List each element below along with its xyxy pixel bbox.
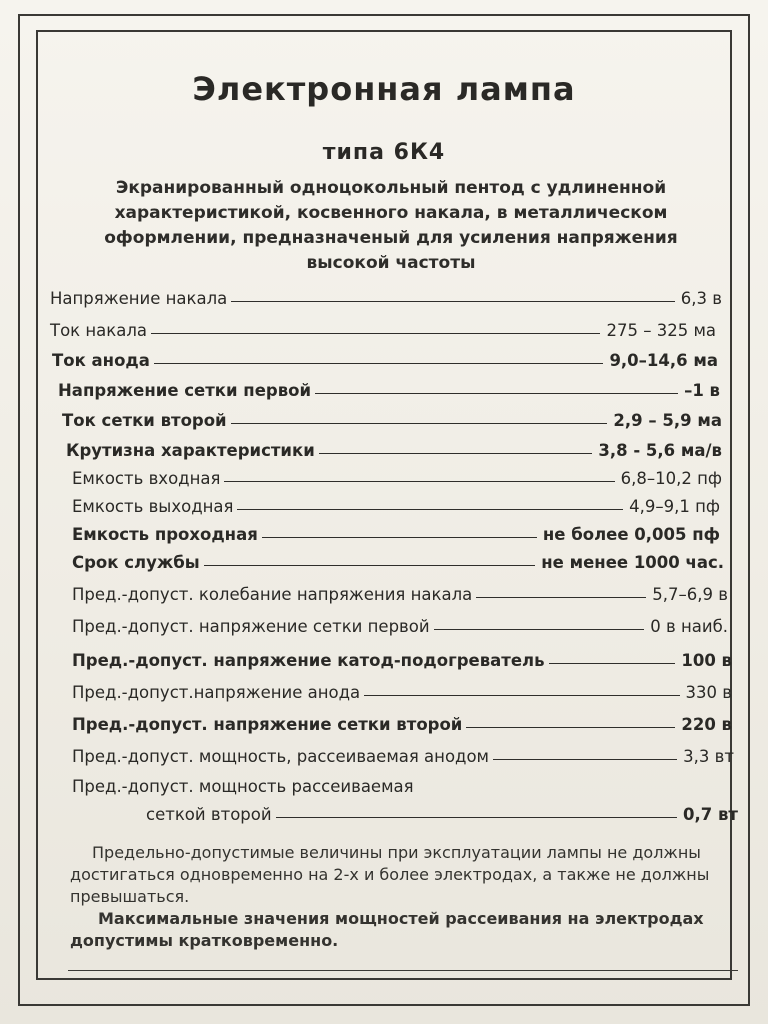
leader-line: [224, 481, 614, 482]
param-label: Напряжение сетки первой: [58, 381, 312, 400]
document-title: Электронная лампа: [192, 70, 576, 108]
param-value: 9,0–14,6 ма: [609, 351, 718, 370]
leader-line: [151, 333, 600, 334]
param-value: –1 в: [684, 381, 720, 400]
param-row: [72, 462, 722, 488]
param-row: [72, 708, 732, 734]
param-label: Ток анода: [52, 351, 150, 370]
param-value: 3,3 вт: [683, 747, 734, 766]
param-label: Пред.-допуст. напряжение сетки первой: [72, 617, 430, 636]
note-paragraph: Предельно-допустимые величины при эксплуатации лампы не должны достигаться одновременно на 2-х и более электродах, а также не должны превышаться.: [70, 843, 710, 906]
leader-line: [476, 597, 646, 598]
param-row: [146, 798, 738, 824]
param-value: 220 в: [681, 715, 732, 734]
param-label: Пред.-допуст. мощность рассеиваемая: [72, 777, 414, 796]
leader-line: [237, 509, 623, 510]
param-label: Емкость входная: [72, 469, 221, 488]
leader-line: [231, 423, 608, 424]
leader-line: [434, 629, 645, 630]
param-label-continued: сеткой второй: [146, 805, 272, 824]
param-label: Пред.-допуст. напряжение сетки второй: [72, 715, 463, 734]
param-label: Емкость проходная: [72, 525, 258, 544]
leader-line: [276, 817, 677, 818]
param-value: 275 – 325 ма: [606, 321, 716, 340]
param-value: 3,8 - 5,6 ма/в: [598, 441, 722, 460]
leader-line: [466, 727, 675, 728]
param-value: 0 в наиб.: [650, 617, 728, 636]
param-label: Пред.-допуст. напряжение катод-подогреватель: [72, 651, 545, 670]
leader-line: [315, 393, 678, 394]
param-row: [72, 740, 734, 766]
param-value: 6,3 в: [680, 289, 722, 308]
note-paragraph: Максимальные значения мощностей рассеивания на электродах допустимы кратковременно.: [70, 909, 704, 950]
param-value: 4,9–9,1 пф: [629, 497, 720, 516]
param-row: [72, 610, 728, 636]
param-row: [72, 490, 720, 516]
param-label: Емкость выходная: [72, 497, 234, 516]
param-row: [62, 404, 722, 430]
leader-line: [231, 301, 675, 302]
param-row: [50, 282, 722, 308]
param-label: Ток сетки второй: [62, 411, 227, 430]
bottom-rule: [68, 970, 738, 971]
param-row: [50, 314, 716, 340]
leader-line: [364, 695, 679, 696]
param-value: 330 в: [685, 683, 732, 702]
param-row: [58, 374, 720, 400]
param-row: [66, 434, 722, 460]
document-subtitle: типа 6К4: [322, 140, 446, 165]
param-label: Пред.-допуст.напряжение анода: [72, 683, 361, 702]
param-label: Напряжение накала: [50, 289, 228, 308]
param-row-label: [72, 770, 734, 796]
param-value: 100 в: [681, 651, 732, 670]
param-value: 6,8–10,2 пф: [620, 469, 722, 488]
notes-block: [70, 842, 742, 952]
leader-line: [204, 565, 536, 566]
leader-line: [549, 663, 676, 664]
param-label: Пред.-допуст. мощность, рассеиваемая анодом: [72, 747, 489, 766]
document-description: Экранированный одноцокольный пентод с удлиненной характеристикой, косвенного накала, в металлическом оформлении, предназначеный для усиления напряжения высокой частоты: [104, 178, 678, 273]
param-value: не более 0,005 пф: [542, 525, 720, 544]
param-label: Срок службы: [72, 553, 200, 572]
param-label: Крутизна характеристики: [66, 441, 315, 460]
param-value: 0,7 вт: [683, 805, 738, 824]
leader-line: [319, 453, 593, 454]
leader-line: [154, 363, 604, 364]
param-row: [72, 578, 728, 604]
param-value: не менее 1000 час.: [541, 553, 724, 572]
param-row: [72, 546, 724, 572]
param-row: [72, 676, 732, 702]
leader-line: [262, 537, 537, 538]
param-value: 2,9 – 5,9 ма: [613, 411, 722, 430]
param-row: [52, 344, 718, 370]
param-value: 5,7–6,9 в: [652, 585, 728, 604]
leader-line: [493, 759, 677, 760]
param-row: [72, 518, 720, 544]
param-label: Ток накала: [50, 321, 148, 340]
param-label: Пред.-допуст. колебание напряжения накала: [72, 585, 473, 604]
param-row: [72, 644, 732, 670]
